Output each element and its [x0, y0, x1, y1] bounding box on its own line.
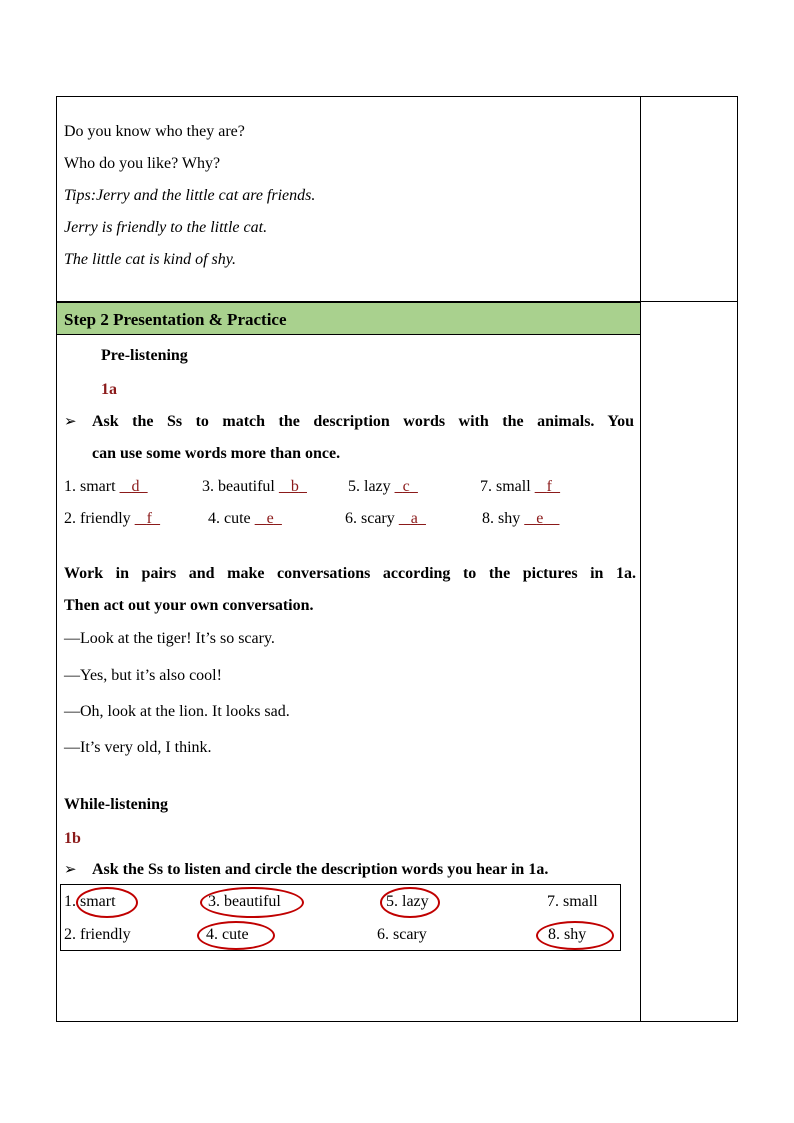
while-listening-heading: While-listening	[64, 796, 169, 813]
match-answer: _e_	[254, 510, 282, 527]
pairwork-line2: Then act out your own conversation.	[64, 597, 314, 614]
match-answer: _b_	[278, 478, 307, 495]
answer-circle	[197, 921, 275, 950]
dialogue-line: —Yes, but it’s also cool!	[64, 667, 222, 684]
warmup-question-1: Do you know who they are?	[64, 123, 245, 140]
match-answer: _f_	[534, 478, 560, 495]
match-word: 1. smart	[64, 478, 116, 495]
warmup-tip-3: The little cat is kind of shy.	[64, 251, 236, 268]
arrow-bullet-icon: ➢	[64, 862, 77, 878]
label-1a: 1a	[101, 381, 117, 398]
match-answer: _d_	[119, 478, 148, 495]
instruction-1a-line2: can use some words more than once.	[92, 445, 341, 462]
answer-circle	[200, 887, 304, 918]
match-answer: _f_	[134, 510, 160, 527]
match-word: 5. lazy	[348, 478, 391, 495]
match-item	[345, 509, 426, 529]
word-1b: 5. lazy	[386, 893, 429, 910]
answer-circle	[380, 887, 440, 918]
instruction-1a-line1: Ask the Ss to match the description words with the animals. You	[92, 413, 634, 430]
word-1b: 7. small	[547, 893, 598, 910]
word-1b: 4. cute	[206, 926, 249, 943]
match-word: 6. scary	[345, 510, 395, 527]
word-1b: 1. smart	[64, 893, 116, 910]
dialogue-line: —It’s very old, I think.	[64, 739, 212, 756]
match-word: 8. shy	[482, 510, 521, 527]
match-word: 3. beautiful	[202, 478, 275, 495]
step2-header	[57, 302, 640, 335]
match-word: 4. cute	[208, 510, 251, 527]
dialogue-line: —Look at the tiger! It’s so scary.	[64, 630, 275, 647]
warmup-question-2: Who do you like? Why?	[64, 155, 221, 172]
dialogue-line: —Oh, look at the lion. It looks sad.	[64, 703, 290, 720]
word-1b: 8. shy	[548, 926, 587, 943]
match-item	[64, 477, 148, 497]
match-word: 2. friendly	[64, 510, 131, 527]
pairwork-line1: Work in pairs and make conversations according to the pictures in 1a.	[64, 565, 636, 582]
word-1b: 3. beautiful	[208, 893, 281, 910]
instruction-1b: Ask the Ss to listen and circle the description words you hear in 1a.	[92, 861, 549, 878]
warmup-tip-1: Tips:Jerry and the little cat are friends.	[64, 187, 316, 204]
match-answer: _e__	[524, 510, 560, 527]
words-1b-box	[60, 884, 621, 951]
match-word: 7. small	[480, 478, 531, 495]
match-answer: _c_	[394, 478, 418, 495]
step2-header-text: Step 2 Presentation & Practice	[64, 310, 287, 329]
match-item	[480, 477, 560, 497]
pre-listening-heading: Pre-listening	[101, 347, 188, 364]
column-divider	[640, 96, 641, 1022]
arrow-bullet-icon: ➢	[64, 414, 77, 430]
warmup-tip-2: Jerry is friendly to the little cat.	[64, 219, 268, 236]
match-item	[202, 477, 307, 497]
match-item	[208, 509, 282, 529]
match-item	[482, 509, 559, 529]
match-answer: _a_	[398, 510, 426, 527]
word-1b: 2. friendly	[64, 926, 131, 943]
answer-circle	[76, 887, 138, 918]
match-item	[64, 509, 160, 529]
match-item	[348, 477, 418, 497]
word-1b: 6. scary	[377, 926, 427, 943]
answer-circle	[536, 921, 614, 950]
label-1b: 1b	[64, 830, 81, 847]
